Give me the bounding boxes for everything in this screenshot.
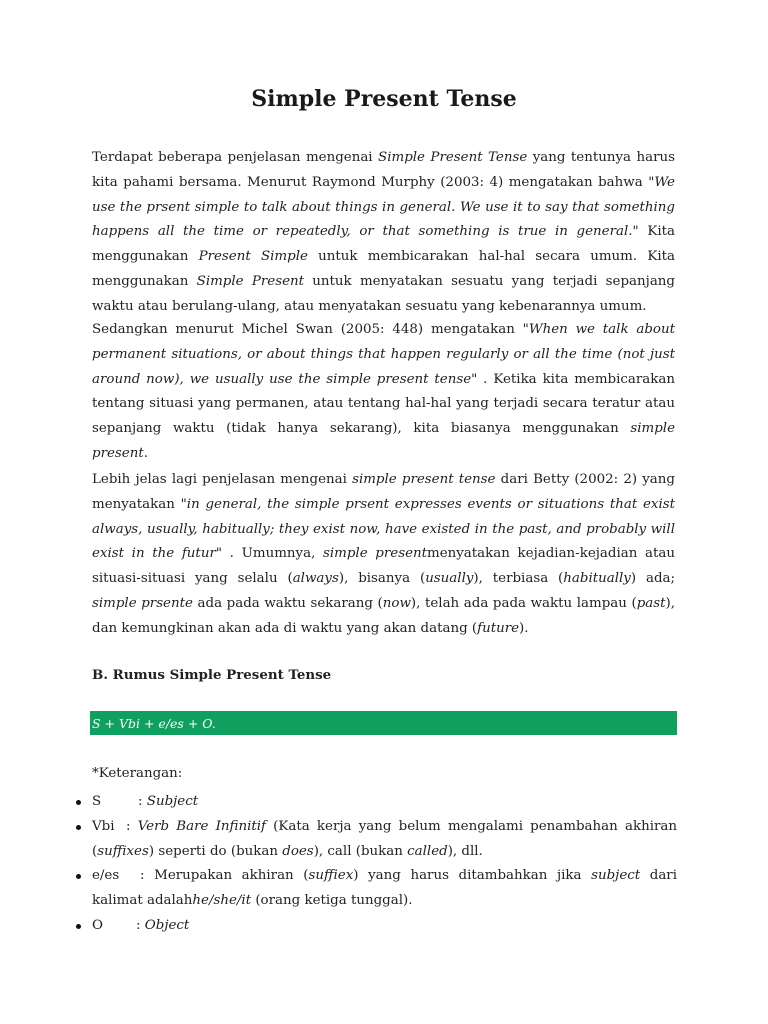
list-sep: : — [138, 794, 147, 809]
text-span: . — [143, 445, 148, 461]
italic-quote: We use the prsent simple to talk about things in general. We use it to say that something happens all the time or repeatedly, or that something is true in general — [92, 174, 675, 240]
text-span: ) ada; — [630, 571, 676, 587]
italic-term: simple present tense — [352, 472, 496, 487]
text-span: dari kalimat adalah — [92, 868, 677, 908]
text-span: ). — [519, 620, 529, 636]
list-def: Subject — [146, 794, 199, 809]
text-span: ada pada waktu sekarang ( — [192, 595, 383, 611]
list-def: Verb Bare Infinitif — [137, 819, 266, 834]
text-span: " . Umumnya, — [215, 546, 323, 562]
text-span: (orang ketiga tunggal). — [251, 892, 413, 908]
italic-term: simple present — [323, 546, 427, 562]
section-heading: B. Rumus Simple Present Tense — [92, 667, 332, 683]
italic-term: future — [477, 620, 520, 636]
list-term: Vbi — [92, 819, 115, 834]
italic-term: habitually — [563, 571, 631, 587]
paragraph-murphy — [92, 146, 675, 320]
italic-term: suffixes — [97, 843, 149, 859]
list-sep: : — [136, 918, 145, 933]
text-span: ) seperti do (bukan — [148, 843, 283, 859]
list-item-body — [92, 815, 677, 865]
italic-term: now — [382, 595, 411, 611]
text-span: yang tentunya harus kita pahami bersama. Menurut Raymond Murphy (2003: 4) mengatakan bahwa " — [92, 150, 675, 190]
italic-term: usually — [425, 571, 474, 587]
italic-term: simple present — [92, 421, 675, 461]
text-span: ) yang harus ditambahkan jika — [353, 868, 592, 883]
text-span: menyatakan kejadian-kejadian atau situasi-situasi yang selalu ( — [92, 546, 675, 587]
italic-term: past — [636, 595, 666, 611]
paragraph-swan — [92, 318, 675, 467]
paragraph-betty — [92, 468, 675, 642]
text-span: Terdapat beberapa penjelasan mengenai — [92, 150, 379, 165]
text-span: untuk membicarakan hal-hal secara umum. Kita menggunakan — [92, 249, 675, 289]
italic-term: always — [292, 571, 339, 587]
text-span: Merupakan akhiran ( — [154, 868, 309, 883]
italic-term: Present Simple — [198, 249, 308, 265]
text-span: dari Betty (2002: 2) yang menyatakan " — [92, 472, 675, 512]
list-sep: : — [140, 868, 155, 883]
formula-banner — [90, 711, 677, 735]
bullet-dot-icon — [76, 825, 81, 830]
italic-quote: When we talk about permanent situations, or about things that happen regularly or all the time (not just around now), we usually use the simple present tense — [92, 322, 676, 387]
italic-term: simple prsente — [92, 595, 193, 611]
text-span: Sedangkan menurut Michel Swan (2005: 448) mengatakan " — [92, 322, 529, 337]
text-span: ), dll. — [447, 843, 483, 859]
italic-term: does — [282, 843, 314, 859]
list-term: e/es — [92, 868, 120, 883]
italic-term: called — [407, 843, 448, 859]
italic-term: he/she/it — [192, 892, 252, 908]
bullet-dot-icon — [76, 924, 81, 929]
italic-term: Simple Present — [196, 273, 304, 289]
text-span: (Kata kerja yang belum mengalami penambahan akhiran ( — [92, 819, 677, 859]
list-item-body — [92, 864, 677, 914]
text-span: untuk menyatakan sesuatu yang terjadi sepanjang waktu atau berulang-ulang, atau menyatakan sesuatu yang kebenarannya umum. — [92, 273, 675, 314]
italic-term: subject — [591, 868, 641, 883]
bullet-dot-icon — [76, 874, 81, 879]
italic-quote: in general, the simple prsent expresses events or situations that exist always, usually, habitually; they exist now, have existed in the past, and probably will exist in the futur — [92, 496, 675, 562]
text-span: ." Kita menggunakan — [92, 224, 675, 265]
list-term: S — [92, 794, 102, 809]
keterangan-label: *Keterangan: — [92, 766, 183, 781]
text-span: ), telah ada pada waktu lampau ( — [410, 595, 637, 611]
list-item-body — [92, 914, 677, 939]
text-span: ), bisanya ( — [338, 571, 426, 587]
list-item-body — [92, 790, 677, 815]
text-span: Lebih jelas lagi penjelasan mengenai — [92, 472, 353, 487]
text-span: ), dan kemungkinan akan ada di waktu yang akan datang ( — [92, 595, 675, 636]
text-span: " . Ketika kita membicarakan tentang situasi yang permanen, atau tentang hal-hal yang terjadi secara teratur atau sepanjang waktu (tidak hanya sekarang), kita biasanya menggunakan — [92, 371, 675, 437]
list-term: O — [92, 918, 103, 933]
italic-term: Simple Present Tense — [378, 150, 528, 165]
page-title: Simple Present Tense — [251, 86, 517, 112]
list-sep: : — [126, 819, 138, 834]
text-span: ), terbiasa ( — [473, 571, 564, 587]
text-span: ), call (bukan — [313, 843, 408, 859]
bullet-dot-icon — [76, 800, 81, 805]
italic-term: suffiex — [308, 868, 354, 883]
list-def: Object — [144, 918, 190, 933]
formula-text: S + Vbi + e/es + O. — [92, 716, 216, 731]
